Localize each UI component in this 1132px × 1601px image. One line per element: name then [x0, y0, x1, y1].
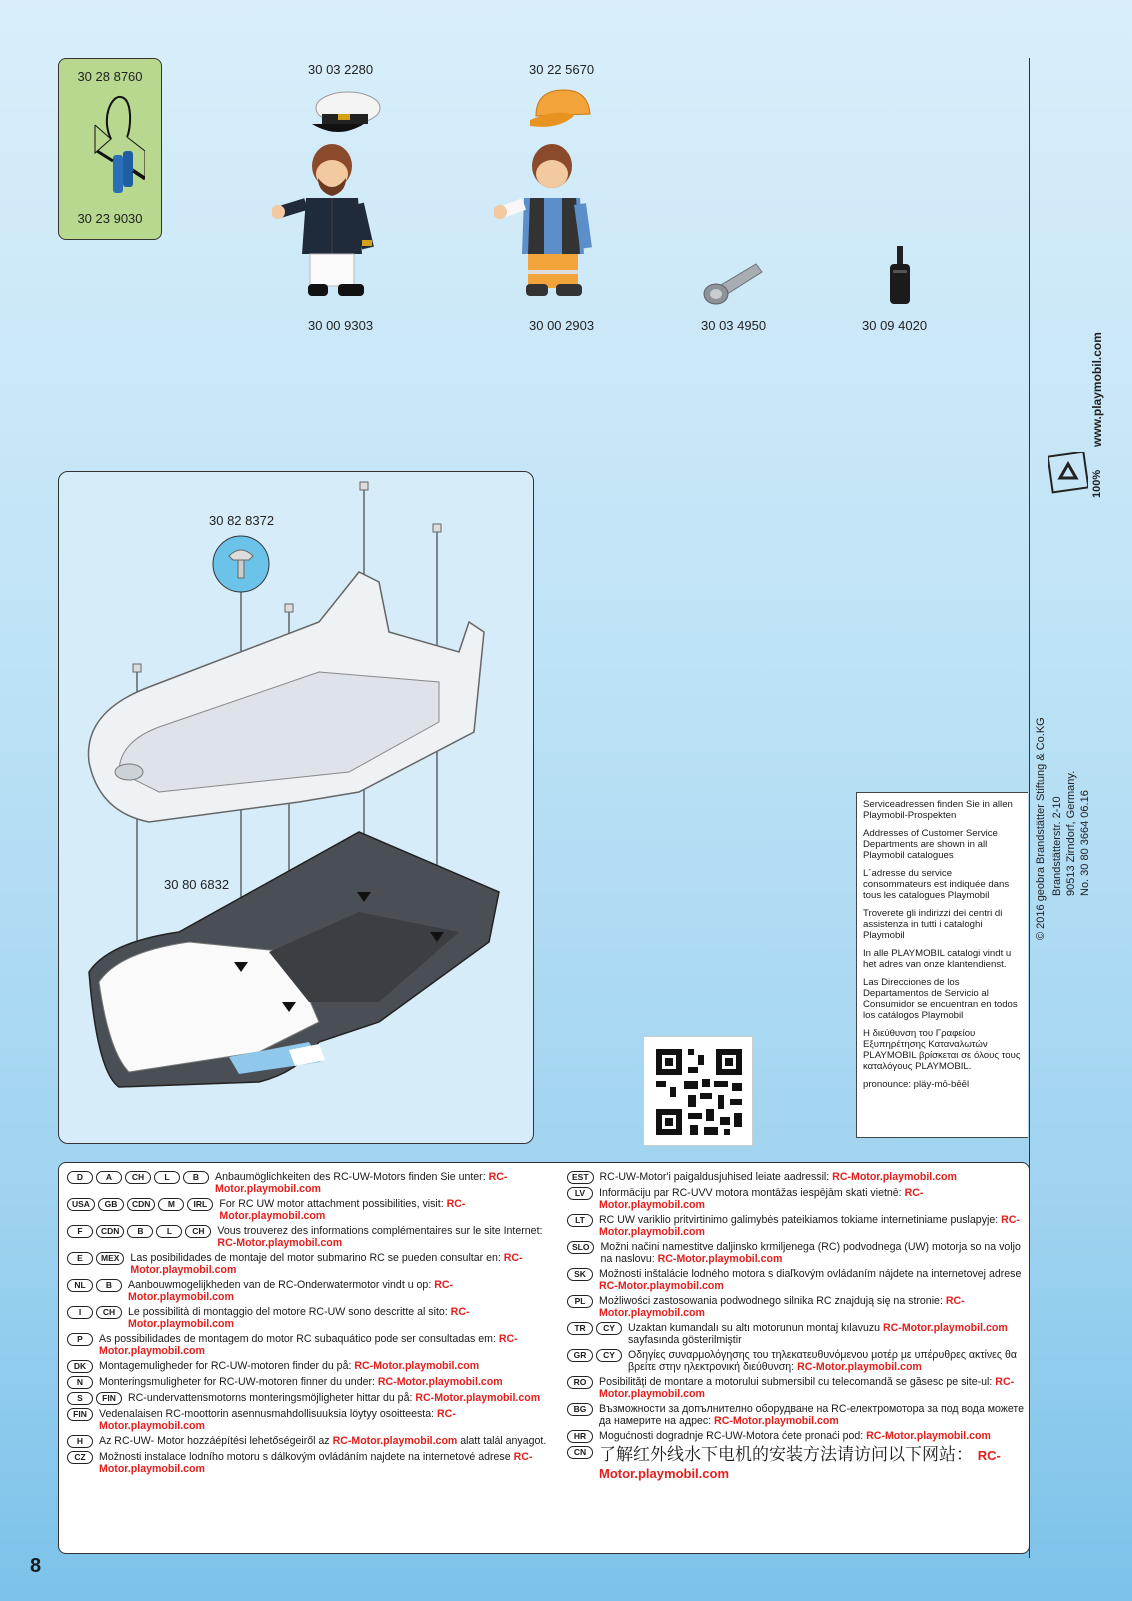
instruction-text — [215, 1171, 547, 1195]
instruction-sentence: 了解红外线水下电机的安装方法请访问以下网站： — [599, 1445, 978, 1464]
country-badge: B — [183, 1171, 209, 1184]
instruction-text — [99, 1408, 547, 1432]
rc-motor-link[interactable]: RC-Motor.playmobil.com — [99, 1333, 518, 1357]
qr-code-icon — [644, 1037, 754, 1147]
instruction-sentence: Anbaumöglichkeiten des RC-UW-Motors finden Sie unter: — [215, 1171, 489, 1183]
country-badge: NL — [67, 1279, 93, 1292]
country-badge: HR — [567, 1430, 593, 1443]
instruction-sentence: RC-UW-Motor'i paigaldusjuhised leiate aadressil: — [599, 1171, 833, 1183]
instruction-text — [99, 1333, 547, 1357]
country-badge: IRL — [187, 1198, 213, 1211]
instruction-sentence: RC-undervattensmotorns monteringsmöjligheter hittar du på: — [128, 1392, 416, 1404]
service-text-it: Troverete gli indirizzi dei centri di assistenza in tutti i cataloghi Playmobil — [863, 908, 1003, 941]
instruction-entry — [567, 1446, 1027, 1482]
part-number: 30 82 8372 — [209, 513, 275, 528]
instruction-text — [128, 1306, 547, 1330]
rc-motor-link[interactable]: RC-Motor.playmobil.com — [332, 1435, 458, 1447]
country-badge: A — [96, 1171, 122, 1184]
rc-motor-link[interactable]: RC-Motor.playmobil.com — [599, 1376, 1015, 1400]
page-number: 8 — [30, 1555, 42, 1577]
cap-icon — [530, 86, 596, 132]
service-text-gr: Η διεύθυνση του Γραφείου Εξυπηρέτησης Καταναλωτών PLAYMOBIL βρίσκεται σε όλους τους καταλόγους PLAYMOBIL. — [863, 1028, 1021, 1072]
instruction-text — [599, 1268, 1027, 1292]
country-badges — [567, 1171, 597, 1184]
instruction-entry — [567, 1187, 1027, 1211]
country-badges — [567, 1403, 596, 1416]
country-badge: DK — [67, 1360, 93, 1373]
instruction-entry — [67, 1171, 547, 1195]
part-number: 30 22 5670 — [529, 62, 595, 77]
part-number: 30 23 9030 — [77, 211, 143, 226]
country-badge: CDN — [96, 1225, 124, 1238]
country-badge: CN — [567, 1446, 593, 1459]
country-badges — [67, 1225, 214, 1238]
instruction-sentence: Uzaktan kumandalı su altı motorunun montaj kılavuzu — [628, 1322, 883, 1334]
instruction-sentence: Monteringsmuligheter for RC-UW-motoren finner du under: — [99, 1376, 378, 1388]
instruction-sentence: Informāciju par RC-UVV motora montāžas iespējām skati vietnē: — [599, 1187, 905, 1199]
rc-motor-link[interactable]: RC-Motor.playmobil.com — [657, 1253, 783, 1265]
country-badges — [67, 1435, 96, 1448]
country-badge: CH — [96, 1306, 122, 1319]
country-badges — [67, 1279, 125, 1292]
instruction-sentence: Aanbouwmogelijkheden van de RC-Onderwatermotor vindt u op: — [128, 1279, 435, 1291]
instruction-sentence: Възможности за допълнително оборудване на RC-електромотора за под вода можете да намерите на адрес: — [599, 1403, 1024, 1427]
rc-motor-link[interactable]: RC-Motor.playmobil.com — [215, 1171, 508, 1195]
instruction-sentence: Le possibilità di montaggio del motore RC-UW sono descritte al sito: — [128, 1306, 451, 1318]
country-badge: B — [96, 1279, 122, 1292]
instruction-entry — [67, 1451, 547, 1475]
instruction-text — [599, 1295, 1027, 1319]
service-text-en: Addresses of Customer Service Departments are shown in all Playmobil catalogues — [863, 828, 998, 861]
rc-motor-link[interactable]: RC-Motor.playmobil.com — [99, 1451, 533, 1475]
country-badges — [567, 1241, 597, 1254]
instruction-entry — [567, 1268, 1027, 1292]
country-badge: LV — [567, 1187, 593, 1200]
country-badge: H — [67, 1435, 93, 1448]
instruction-sentence: As possibilidades de montagem do motor RC subaquático pode ser consultadas em: — [99, 1333, 499, 1345]
rc-motor-link[interactable]: RC-Motor.playmobil.com — [217, 1237, 343, 1249]
rc-motor-link[interactable]: RC-Motor.playmobil.com — [99, 1408, 456, 1432]
instruction-entry — [567, 1349, 1027, 1373]
rc-motor-link[interactable]: RC-Motor.playmobil.com — [882, 1322, 1008, 1334]
country-badges — [567, 1295, 596, 1308]
assembly-panel — [58, 471, 534, 1144]
instruction-text — [599, 1403, 1027, 1427]
instruction-text — [600, 1241, 1027, 1265]
instruction-suffix: sayfasında gösterilmiştir — [628, 1334, 742, 1346]
country-badges — [567, 1430, 596, 1443]
country-badges — [567, 1376, 596, 1389]
country-badges — [567, 1214, 596, 1227]
country-badges — [67, 1333, 96, 1346]
instruction-sentence: Az RC-UW- Motor hozzáépítési lehetőségeiről az — [99, 1435, 333, 1447]
instructions-right-column — [567, 1171, 1027, 1485]
country-badge: F — [67, 1225, 93, 1238]
captain-hat-icon — [308, 88, 382, 142]
rc-motor-link[interactable]: RC-Motor.playmobil.com — [866, 1430, 991, 1442]
instruction-entry — [67, 1225, 547, 1249]
country-badge: S — [67, 1392, 93, 1405]
website-text: www.playmobil.com — [1090, 332, 1104, 447]
part-number: 30 09 4020 — [862, 318, 928, 333]
rc-motor-link[interactable]: RC-Motor.playmobil.com — [714, 1415, 839, 1427]
country-badges — [567, 1349, 625, 1362]
instruction-sentence: Možnosti inštalácie lodného motora s diaľkovým ovládaním nájdete na internetovej adrese — [599, 1268, 1022, 1280]
instruction-entry — [567, 1376, 1027, 1400]
country-badge: SLO — [567, 1241, 594, 1254]
radio-icon — [888, 244, 912, 308]
instruction-entry — [567, 1171, 1027, 1184]
instruction-sentence: Οδηγίες συναρμολόγησης του τηλεκατευθυνόμενου μοτέρ με υπέρυθρες ακτίνες θα βρείτε στην ηλεκτρονική διεύθυνση: — [628, 1349, 1017, 1373]
instruction-sentence: Mogućnosti dogradnje RC-UW-Motora ćete pronaći pod: — [599, 1430, 867, 1442]
country-badge: RO — [567, 1376, 593, 1389]
country-badge: D — [67, 1171, 93, 1184]
instruction-text — [130, 1252, 547, 1276]
rc-motor-link[interactable]: RC-Motor.playmobil.com — [377, 1376, 503, 1388]
country-badges — [567, 1187, 596, 1200]
instruction-entry — [67, 1252, 547, 1276]
country-badges — [67, 1306, 125, 1319]
country-badge: CZ — [67, 1451, 93, 1464]
instruction-entry — [67, 1279, 547, 1303]
service-text-de: Serviceadressen finden Sie in allen Playmobil-Prospekten — [863, 799, 1013, 821]
country-badge: CDN — [127, 1198, 155, 1211]
rc-motor-link[interactable]: RC-Motor.playmobil.com — [599, 1280, 724, 1292]
rc-motor-link[interactable]: RC-Motor.playmobil.com — [128, 1306, 470, 1330]
instruction-text — [219, 1198, 547, 1222]
country-badges — [67, 1376, 96, 1389]
instruction-entry — [67, 1376, 547, 1389]
country-badges — [67, 1171, 212, 1184]
rc-motor-link[interactable]: RC-Motor.playmobil.com — [354, 1360, 480, 1372]
instruction-entry — [567, 1403, 1027, 1427]
language-instructions-box — [58, 1162, 1030, 1554]
instruction-entry — [67, 1198, 547, 1222]
country-badge: PL — [567, 1295, 593, 1308]
pronounce-text: pronounce: pläy-mō-bēēl — [863, 1079, 970, 1090]
instruction-text — [128, 1279, 547, 1303]
country-badge: P — [67, 1333, 93, 1346]
instruction-sentence: Posibilităţi de montare a motorului submersibil cu telecomandă se găsesc pe site-ul: — [599, 1376, 996, 1388]
megaphone-icon — [702, 260, 764, 306]
address-city: 90513 Zirndorf, Germany. — [1065, 770, 1077, 896]
instruction-sentence: RC UW variklio pritvirtinimo galimybės pateikiamos tokiame internetiniame puslapyje: — [599, 1214, 1002, 1226]
instruction-text — [217, 1225, 547, 1249]
part-number: 30 28 8760 — [77, 69, 143, 84]
rc-motor-link[interactable]: RC-Motor.playmobil.com — [599, 1214, 1020, 1238]
instruction-suffix: alatt talál anyagot. — [457, 1435, 547, 1447]
country-badge: B — [127, 1225, 153, 1238]
country-badges — [67, 1392, 125, 1405]
instruction-entry — [67, 1333, 547, 1357]
rc-motor-link[interactable]: RC-Motor.playmobil.com — [599, 1448, 1001, 1481]
rc-motor-link[interactable]: RC-Motor.playmobil.com — [797, 1361, 922, 1373]
service-text-fr: L´adresse du service consommateurs est indiquée dans tous les catalogues Playmobil — [863, 868, 1010, 901]
copyright-text: © 2016 geobra Brandstätter Stiftung & Co.KG — [1035, 717, 1047, 940]
instruction-entry — [567, 1322, 1027, 1346]
instruction-text — [99, 1376, 503, 1388]
instruction-entry — [67, 1360, 547, 1373]
instruction-text — [628, 1349, 1027, 1373]
instruction-entry — [67, 1435, 547, 1448]
country-badges — [567, 1268, 596, 1281]
country-badges — [67, 1451, 96, 1464]
recycle-percent: 100% — [1091, 469, 1103, 498]
country-badge: GB — [98, 1198, 124, 1211]
country-badge: N — [67, 1376, 93, 1389]
instruction-text — [600, 1171, 957, 1183]
instruction-text — [599, 1430, 991, 1442]
instruction-text — [128, 1392, 540, 1404]
country-badge: CY — [596, 1322, 622, 1335]
instruction-sentence: Možni načini namestitve daljinsko krmiljenega (RC) podvodnega (UW) motorja so na voljo na naslovu: — [600, 1241, 1021, 1265]
rc-motor-link[interactable]: RC-Motor.playmobil.com — [599, 1187, 924, 1211]
country-badge: BG — [567, 1403, 593, 1416]
country-badge: CH — [185, 1225, 211, 1238]
country-badge: TR — [567, 1322, 593, 1335]
country-badges — [67, 1198, 216, 1211]
recycle-icon — [1048, 452, 1088, 498]
country-badge: I — [67, 1306, 93, 1319]
captain-figure-icon — [272, 144, 390, 308]
rc-motor-link[interactable]: RC-Motor.playmobil.com — [832, 1171, 957, 1183]
rc-motor-link[interactable]: RC-Motor.playmobil.com — [128, 1279, 454, 1303]
country-badge: L — [154, 1171, 180, 1184]
part-number: 30 80 6832 — [164, 877, 230, 892]
country-badge: LT — [567, 1214, 593, 1227]
binoculars-icon — [81, 89, 145, 201]
country-badge: CY — [596, 1349, 622, 1362]
instruction-sentence: Możliwości zastosowania podwodnego silnika RC znajdują się na stronie: — [599, 1295, 946, 1307]
country-badges — [67, 1360, 96, 1373]
country-badge: SK — [567, 1268, 593, 1281]
boat-assembly-drawing — [59, 472, 534, 1144]
instruction-text — [599, 1446, 1027, 1482]
instruction-entry — [567, 1214, 1027, 1238]
service-text-es: Las Direcciones de los Departamentos de Servicio al Consumidor se encuentran en todos los catálogos Playmobil — [863, 977, 1018, 1021]
country-badges — [67, 1408, 96, 1421]
rc-motor-link[interactable]: RC-Motor.playmobil.com — [130, 1252, 523, 1276]
country-badges — [67, 1252, 127, 1265]
country-badge: FIN — [96, 1392, 122, 1405]
instruction-text — [99, 1451, 547, 1475]
accessory-box — [58, 58, 162, 240]
instruction-entry — [67, 1306, 547, 1330]
part-number: 30 00 2903 — [529, 318, 595, 333]
instruction-entry — [567, 1241, 1027, 1265]
instruction-text — [99, 1360, 479, 1372]
country-badge: EST — [567, 1171, 594, 1184]
part-number: 30 03 4950 — [701, 318, 767, 333]
country-badges — [567, 1446, 596, 1459]
instruction-entry — [67, 1392, 547, 1405]
qr-code[interactable] — [643, 1036, 753, 1146]
instruction-text — [599, 1187, 1027, 1211]
instruction-sentence: Vedenalaisen RC-moottorin asennusmahdollisuuksia löytyy osoitteesta: — [99, 1408, 438, 1420]
part-number: 30 03 2280 — [308, 62, 374, 77]
country-badge: FIN — [67, 1408, 93, 1421]
country-badge: MEX — [96, 1252, 124, 1265]
service-text-nl: In alle PLAYMOBIL catalogi vindt u het adres van onze klantendienst. — [863, 948, 1012, 970]
instruction-sentence: Vous trouverez des informations complémentaires sur le site Internet: — [217, 1225, 543, 1237]
rc-motor-link[interactable]: RC-Motor.playmobil.com — [415, 1392, 541, 1404]
rc-motor-link[interactable]: RC-Motor.playmobil.com — [219, 1198, 466, 1222]
product-number: No. 30 80 3664 06.16 — [1079, 790, 1091, 896]
country-badge: M — [158, 1198, 184, 1211]
country-badges — [567, 1322, 625, 1335]
country-badge: GR — [567, 1349, 593, 1362]
instruction-text — [99, 1435, 546, 1447]
part-number: 30 00 9303 — [308, 318, 374, 333]
instruction-text — [599, 1376, 1027, 1400]
instruction-sentence: Las posibilidades de montaje del motor submarino RC se pueden consultar en: — [130, 1252, 504, 1264]
service-info-box — [856, 792, 1028, 1138]
instruction-sentence: For RC UW motor attachment possibilities, visit: — [219, 1198, 447, 1210]
instruction-entry — [567, 1430, 1027, 1443]
country-badge: USA — [67, 1198, 95, 1211]
country-badge: E — [67, 1252, 93, 1265]
country-badge: CH — [125, 1171, 151, 1184]
instructions-left-column — [67, 1171, 547, 1478]
instruction-entry — [567, 1295, 1027, 1319]
instruction-sentence: Možnosti instalace lodního motoru s dálkovým ovládáním najdete na internetové adrese — [99, 1451, 514, 1463]
instruction-sentence: Montagemuligheder for RC-UW-motoren finder du på: — [99, 1360, 355, 1372]
instruction-entry — [67, 1408, 547, 1432]
country-badge: L — [156, 1225, 182, 1238]
address-street: Brandstätterstr. 2-10 — [1051, 796, 1063, 896]
instruction-text — [628, 1322, 1027, 1346]
worker-figure-icon — [494, 144, 606, 308]
instruction-text — [599, 1214, 1027, 1238]
rc-motor-link[interactable]: RC-Motor.playmobil.com — [599, 1295, 965, 1319]
